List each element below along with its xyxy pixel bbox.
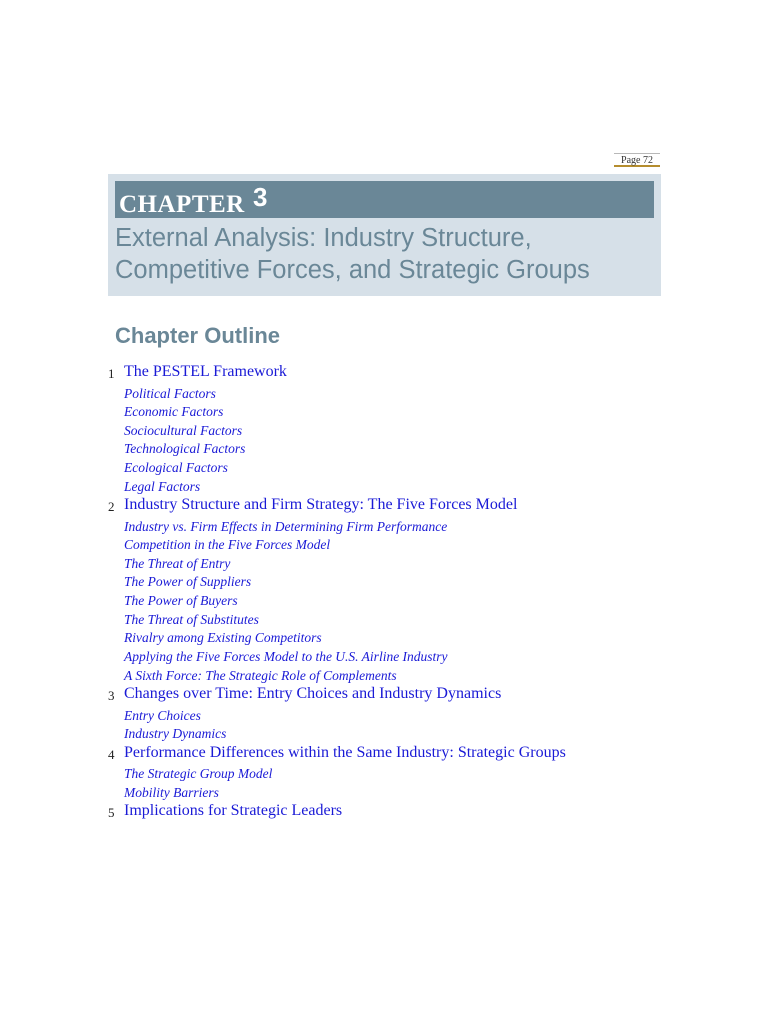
outline-heading: Chapter Outline (115, 323, 281, 348)
subsection-link[interactable]: Legal Factors (124, 479, 201, 494)
subsection-link[interactable]: The Strategic Group Model (124, 766, 273, 781)
subsection-link[interactable]: A Sixth Force: The Strategic Role of Complements (124, 668, 397, 683)
subsection-link[interactable]: The Power of Suppliers (124, 574, 252, 589)
section-title-link[interactable]: Changes over Time: Entry Choices and Industry Dynamics (124, 685, 502, 702)
chapter-title (115, 222, 660, 286)
subsection-link[interactable]: Political Factors (124, 386, 216, 401)
subsection-link[interactable]: Economic Factors (124, 404, 224, 419)
subsection-link[interactable]: Industry vs. Firm Effects in Determining Firm Performance (124, 519, 448, 534)
subsection-link[interactable]: Industry Dynamics (124, 726, 227, 741)
subsection-link[interactable]: Mobility Barriers (124, 785, 219, 800)
section-title-link[interactable]: Implications for Strategic Leaders (124, 802, 343, 819)
section-title-link[interactable]: The PESTEL Framework (124, 363, 287, 380)
section-number: 1 (108, 366, 115, 381)
subsection-link[interactable]: Technological Factors (124, 441, 246, 456)
section-title-link[interactable]: Performance Differences within the Same Industry: Strategic Groups (124, 744, 566, 761)
subsection-link[interactable]: The Power of Buyers (124, 593, 238, 608)
chapter-word: CHAPTER (119, 191, 245, 218)
chapter-header (108, 174, 661, 296)
subsection-link[interactable]: Applying the Five Forces Model to the U.S. Airline Industry (124, 649, 448, 664)
section-title-link[interactable]: Industry Structure and Firm Strategy: The Five Forces Model (124, 496, 518, 513)
subsection-link[interactable]: Competition in the Five Forces Model (124, 537, 331, 552)
chapter-number: 3 (253, 182, 268, 212)
section-number: 2 (108, 499, 115, 514)
page-number-label: Page 72 (614, 153, 660, 167)
subsection-link[interactable]: The Threat of Substitutes (124, 612, 259, 627)
section-number: 4 (108, 747, 115, 762)
subsection-link[interactable]: Rivalry among Existing Competitors (124, 630, 322, 645)
subsection-link[interactable]: Ecological Factors (124, 460, 228, 475)
subsection-link[interactable]: Entry Choices (124, 708, 201, 723)
section-number: 5 (108, 805, 115, 820)
chapter-title-line-2: Competitive Forces, and Strategic Groups (115, 256, 590, 284)
subsection-link[interactable]: Sociocultural Factors (124, 423, 243, 438)
chapter-title-line-1: External Analysis: Industry Structure, (115, 224, 532, 252)
subsection-link[interactable]: The Threat of Entry (124, 556, 231, 571)
chapter-bar (115, 181, 654, 218)
section-number: 3 (108, 688, 115, 703)
